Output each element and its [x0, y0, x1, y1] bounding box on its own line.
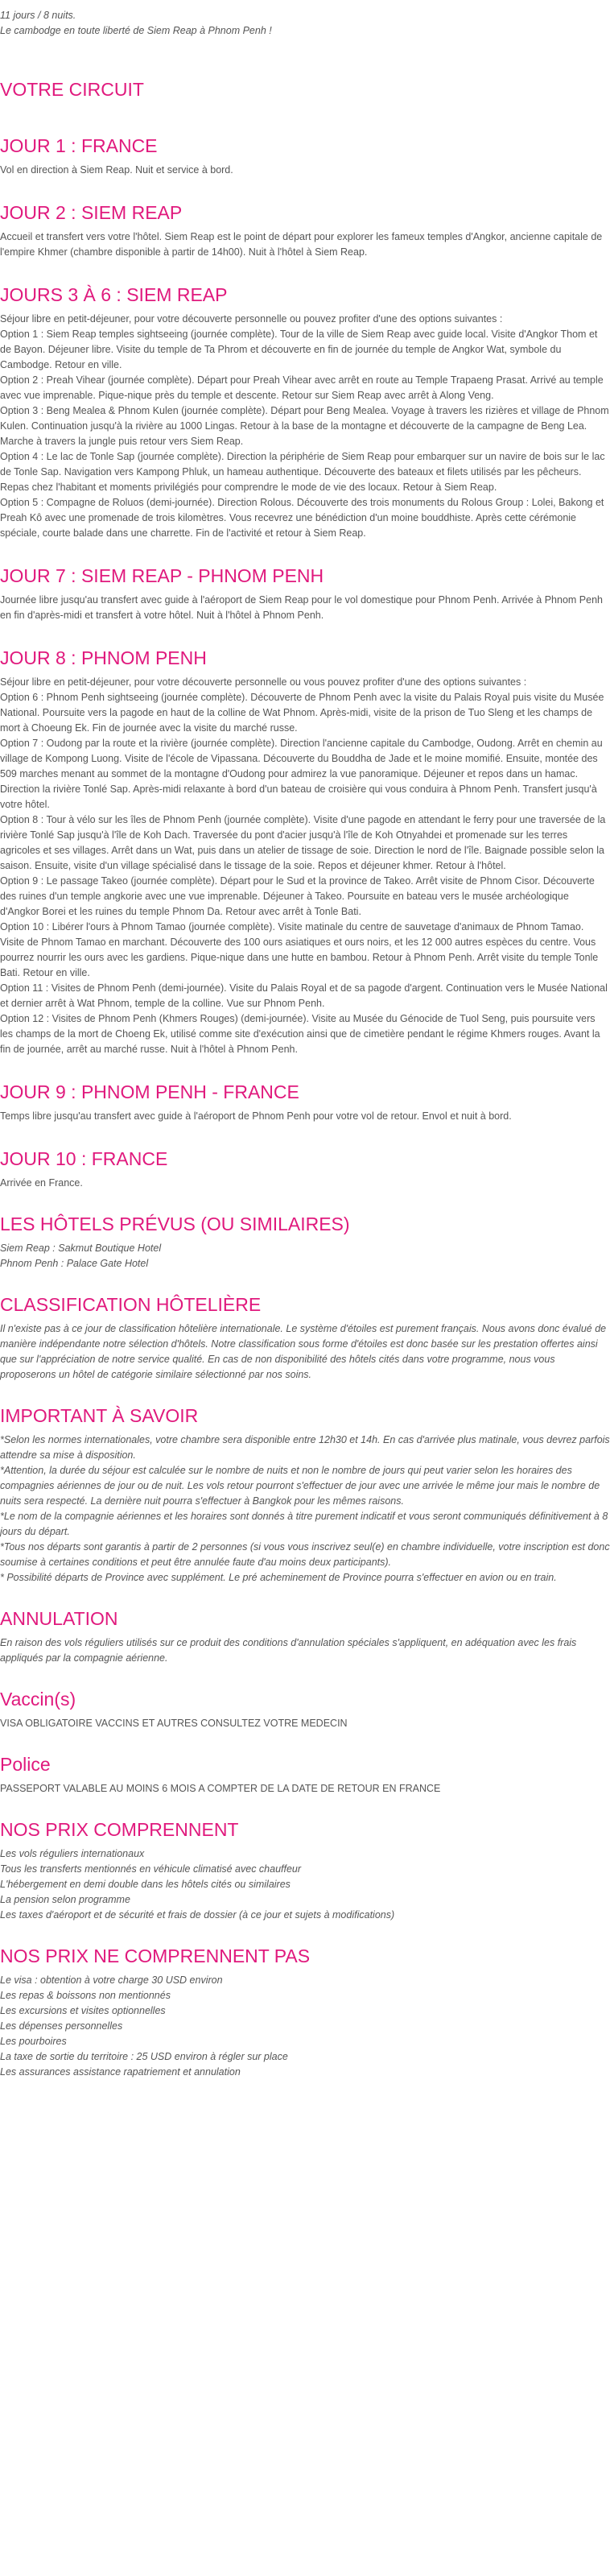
day-block — [0, 134, 610, 178]
day-paragraph: Option 12 : Visites de Phnom Penh (Khmers Rouges) (demi-journée). Visite au Musée du Génocide de Tuol Seng, puis poursuite vers les champs de la mort de Choeng Ek, utilisé comme site d'exécution ainsi que de cimetière pendant le régime Khmers rouges. Avant la fin de journée, arrêt au marché russe. Nuit à l'hôtel à Phnom Penh. — [0, 1013, 600, 1055]
annulation-text: En raison des vols réguliers utilisés sur ce produit des conditions d'annulation spéciales s'appliquent, en adéquation avec les frais appliqués par la compagnie aérienne. — [0, 1637, 577, 1664]
intro-duration: 11 jours / 8 nuits. — [0, 10, 76, 21]
included-title: NOS PRIX COMPRENNENT — [0, 1819, 239, 1840]
classification-title: CLASSIFICATION HÔTELIÈRE — [0, 1294, 262, 1315]
annulation-title: ANNULATION — [0, 1608, 118, 1629]
hotel-item: Siem Reap : Sakmut Boutique Hotel — [0, 1243, 162, 1254]
day-title: JOUR 8 : PHNOM PENH — [0, 647, 207, 668]
important-title: IMPORTANT À SAVOIR — [0, 1405, 199, 1426]
excluded-list — [0, 1973, 610, 2080]
hotel-item: Phnom Penh : Palace Gate Hotel — [0, 1258, 149, 1269]
annulation-section — [0, 1606, 610, 1666]
included-section — [0, 1817, 610, 1923]
important-line: *Selon les normes internationales, votre chambre sera disponible entre 12h30 et 14h. En cas d'arrivée plus matinale, vous devrez parfois attendre sa mise à disposition. — [0, 1434, 610, 1461]
vaccins-title: Vaccin(s) — [0, 1689, 76, 1710]
day-paragraph: Vol en direction à Siem Reap. Nuit et service à bord. — [0, 164, 233, 176]
day-paragraph: Option 11 : Visites de Phnom Penh (demi-journée). Visite du Palais Royal et de sa pagode d'argent. Continuation vers le Musée National et dernier arrêt à Wat Phnom, temple de la colline. Vue sur Phnom Penh. — [0, 982, 608, 1009]
intro — [0, 8, 610, 39]
police-title: Police — [0, 1754, 51, 1775]
day-paragraph: Temps libre jusqu'au transfert avec guide à l'aéroport de Phnom Penh pour votre vol de retour. Envol et nuit à bord. — [0, 1110, 512, 1122]
list-item: Les repas & boissons non mentionnés — [0, 1990, 171, 2001]
day-paragraph: Option 9 : Le passage Takeo (journée complète). Départ pour le Sud et la province de Takeo. Arrêt visite de Phnom Cisor. Découverte des ruines d'un temple angkorie avec une vue imprenable. Déjeuner à Takeo. Poursuite en bateau vers le musée archéologique d'Angkor Borei et les ruines du temple Phnom Da. Retour avec arrêt à Tonle Bati. — [0, 875, 595, 917]
important-line: *Tous nos départs sont garantis à partir de 2 personnes (si vous vous inscrivez seul(e) en chambre individuelle, votre inscription est donc soumise à certaines conditions et peut être annulée faute d'au moins deux participants). — [0, 1541, 610, 1568]
list-item: La pension selon programme — [0, 1894, 130, 1905]
day-block — [0, 201, 610, 260]
day-title: JOUR 2 : SIEM REAP — [0, 202, 183, 223]
list-item: L'hébergement en demi double dans les hôtels cités ou similaires — [0, 1879, 291, 1890]
day-paragraph: Option 10 : Libérer l'ours à Phnom Tamao (journée complète). Visite matinale du centre de sauvetage d'animaux de Phnom Tamao. Visite de Phnom Tamao en marchant. Découverte des 100 ours asiatiques et ours noirs, et les 12 000 autres espèces du centre. Vous pourrez nourrir les ours avec les gardiens. Pique-nique dans une hutte en bambou. Retour à Phnom Penh. Arrêt visite du temple Tonle Bati. Retour en ville. — [0, 921, 599, 978]
list-item: La taxe de sortie du territoire : 25 USD environ à régler sur place — [0, 2051, 288, 2062]
vaccins-text: VISA OBLIGATOIRE VACCINS ET AUTRES CONSULTEZ VOTRE MEDECIN — [0, 1718, 348, 1729]
day-block — [0, 283, 610, 541]
day-paragraph: Option 4 : Le lac de Tonle Sap (journée complète). Direction la périphérie de Siem Reap pour embarquer sur un navire de bois sur le lac de Tonle Sap. Navigation vers Kampong Phluk, un hameau authentique. Découverte des bateaux et filets utilisés par les pêcheurs. Repas chez l'habitant et moments privilégiés pour comprendre le mode de vie des locaux. Retour à Siem Reap. — [0, 451, 605, 493]
day-paragraph: Option 8 : Tour à vélo sur les îles de Phnom Penh (journée complète). Visite d'une pagode en attendant le ferry pour une traversée de la rivière Tonlé Sap jusqu'à l'île de Koh Dach. Traversée du pont d'acier jusqu'à l'île de Koh Otnyahdei et promenade sur les terres agricoles et ses villages. Arrêt dans un Wat, puis dans un atelier de tissage de soie. Direction le nord de l'île. Baignade possible selon la saison. Ensuite, visite d'un village spécialisé dans le tissage de la soie. Repos et déjeuner khmer. Retour à l'hôtel. — [0, 814, 606, 871]
day-title: JOUR 9 : PHNOM PENH - FRANCE — [0, 1081, 299, 1102]
day-paragraph: Option 3 : Beng Mealea & Phnom Kulen (journée complète). Départ pour Beng Mealea. Voyage à travers les rizières et village de Phnom Kulen. Continuation jusqu'à la rivière au 1000 Lingas. Retour à la base de la montagne et découverte de la campagne de Beng Lea. Marche à travers la jungle puis retour vers Siem Reap. — [0, 405, 609, 447]
list-item: Les dépenses personnelles — [0, 2020, 123, 2032]
day-paragraph: Séjour libre en petit-déjeuner, pour votre découverte personnelle ou vous pouvez profiter d'une des options suivantes : — [0, 676, 527, 688]
day-paragraph: Arrivée en France. — [0, 1177, 83, 1189]
hotels-title: LES HÔTELS PRÉVUS (OU SIMILAIRES) — [0, 1214, 350, 1234]
day-title: JOUR 7 : SIEM REAP - PHNOM PENH — [0, 565, 324, 586]
day-block — [0, 1147, 610, 1191]
day-paragraph: Option 1 : Siem Reap temples sightseeing (journée complète). Tour de la ville de Siem Reap avec guide local. Visite d'Angkor Thom et de Bayon. Déjeuner libre. Visite du temple de Ta Phrom et découverte en fin de journée du temple de Angkor Wat, symbole du Cambodge. Retour en ville. — [0, 329, 598, 370]
day-paragraph: Séjour libre en petit-déjeuner, pour votre découverte personnelle ou pouvez profiter d'une des options suivantes : — [0, 313, 503, 325]
list-item: Les assurances assistance rapatriement et annulation — [0, 2066, 241, 2078]
day-block — [0, 646, 610, 1057]
classification-section — [0, 1292, 610, 1383]
list-item: Les excursions et visites optionnelles — [0, 2005, 166, 2016]
day-title: JOUR 10 : FRANCE — [0, 1148, 168, 1169]
included-list — [0, 1846, 610, 1923]
important-line: *Le nom de la compagnie aériennes et les horaires sont donnés à titre purement indicatif et vous seront communiqués définitivement à 8 jours du départ. — [0, 1511, 608, 1537]
list-item: Le visa : obtention à votre charge 30 USD environ — [0, 1974, 223, 1986]
day-title: JOURS 3 À 6 : SIEM REAP — [0, 284, 228, 305]
list-item: Les vols réguliers internationaux — [0, 1848, 145, 1859]
day-paragraph: Accueil et transfert vers votre l'hôtel. Siem Reap est le point de départ pour explorer les fameux temples d'Angkor, ancienne capitale de l'empire Khmer (chambre disponible à partir de 14h00). Nuit à l'hôtel à Siem Reap. — [0, 231, 603, 258]
list-item: Les pourboires — [0, 2036, 67, 2047]
excluded-title: NOS PRIX NE COMPRENNENT PAS — [0, 1945, 311, 1966]
day-paragraph: Option 5 : Compagne de Roluos (demi-journée). Direction Rolous. Découverte des trois monuments du Rolous Group : Lolei, Bakong et Preah Kô avec une promenade de trois kilomètres. Vous recevrez une bénédiction d'un moine bouddhiste. Après cette cérémonie spéciale, courte balade dans une charrette. Fin de l'activité et retour à Siem Reap. — [0, 497, 604, 539]
day-paragraph: Journée libre jusqu'au transfert avec guide à l'aéroport de Siem Reap pour le vol domestique pour Phnom Penh. Arrivée à Phnom Penh en fin d'après-midi et transfert à votre hôtel. Nuit à l'hôtel à Phnom Penh. — [0, 594, 603, 621]
vaccins-section — [0, 1687, 610, 1731]
classification-text: Il n'existe pas à ce jour de classification hôtelière internationale. Le système d'étoiles est purement français. Nous avons donc évalué de manière indépendante notre sélection d'hôtels. Notre classification sous forme d'étoiles est donc basée sur les prestation offertes ainsi que sur l'appréciation de notre service qualité. En cas de non disponibilité des hôtels cités dans votre programme, nous vous proposerons un hôtel de catégorie similaire sélectionné par nos soins. — [0, 1323, 607, 1380]
police-text: PASSEPORT VALABLE AU MOINS 6 MOIS A COMPTER DE LA DATE DE RETOUR EN FRANCE — [0, 1783, 441, 1794]
important-line: *Attention, la durée du séjour est calculée sur le nombre de nuits et non le nombre de jours qui peut varier selon les horaires des compagnies aériennes de jour ou de nuit. Les vols retour pourront s'effectuer de jour avec une arrivée le même jour mais le nombre de nuits sera respecté. La dernière nuit pourra s'effectuer à Bangkok pour les mêmes raisons. — [0, 1465, 600, 1507]
day-paragraph: Option 6 : Phnom Penh sightseeing (journée complète). Découverte de Phnom Penh avec la visite du Palais Royal puis visite du Musée National. Poursuite vers la pagode en haut de la colline de Wat Phnom. Après-midi, visite de la prison de Tuo Sleng et les champs de mort à Choeung Ek. Fin de journée avec la visite du marché russe. — [0, 692, 604, 734]
day-title: JOUR 1 : FRANCE — [0, 135, 158, 156]
intro-tagline: Le cambodge en toute liberté de Siem Reap à Phnom Penh ! — [0, 25, 272, 36]
list-item: Les taxes d'aéroport et de sécurité et frais de dossier (à ce jour et sujets à modifications) — [0, 1909, 395, 1921]
hotels-section — [0, 1212, 610, 1271]
day-block — [0, 1080, 610, 1124]
list-item: Tous les transferts mentionnés en véhicule climatisé avec chauffeur — [0, 1863, 302, 1875]
important-section — [0, 1404, 610, 1586]
day-block — [0, 564, 610, 623]
important-line: * Possibilité départs de Province avec supplément. Le pré acheminement de Province pourra s'effectuer en avion ou en train. — [0, 1572, 557, 1583]
police-section — [0, 1752, 610, 1797]
day-paragraph: Option 7 : Oudong par la route et la rivière (journée complète). Direction l'ancienne capitale du Cambodge, Oudong. Arrêt en chemin au village de Kompong Luong. Visite de l'école de Vipassana. Découverte du Bouddha de Jade et le moine momifié. Ensuite, montée des 509 marches menant au sommet de la montagne d'Oudong pour admirez la vue panoramique. Déjeuner et repos dans un hamac. Direction la rivière Tonlé Sap. Après-midi relaxante à bord d'un bateau de croisière qui vous conduira à Phnom Penh. Transfert jusqu'à votre hôtel. — [0, 738, 603, 810]
itinerary — [0, 134, 610, 1191]
excluded-section — [0, 1944, 610, 2080]
circuit-title: VOTRE CIRCUIT — [0, 79, 144, 100]
day-paragraph: Option 2 : Preah Vihear (journée complète). Départ pour Preah Vihear avec arrêt en route au Temple Trapaeng Prasat. Arrivé au temple avec vue imprenable. Pique-nique près du temple et descente. Retour sur Siem Reap avec arrêt à Along Veng. — [0, 374, 604, 401]
